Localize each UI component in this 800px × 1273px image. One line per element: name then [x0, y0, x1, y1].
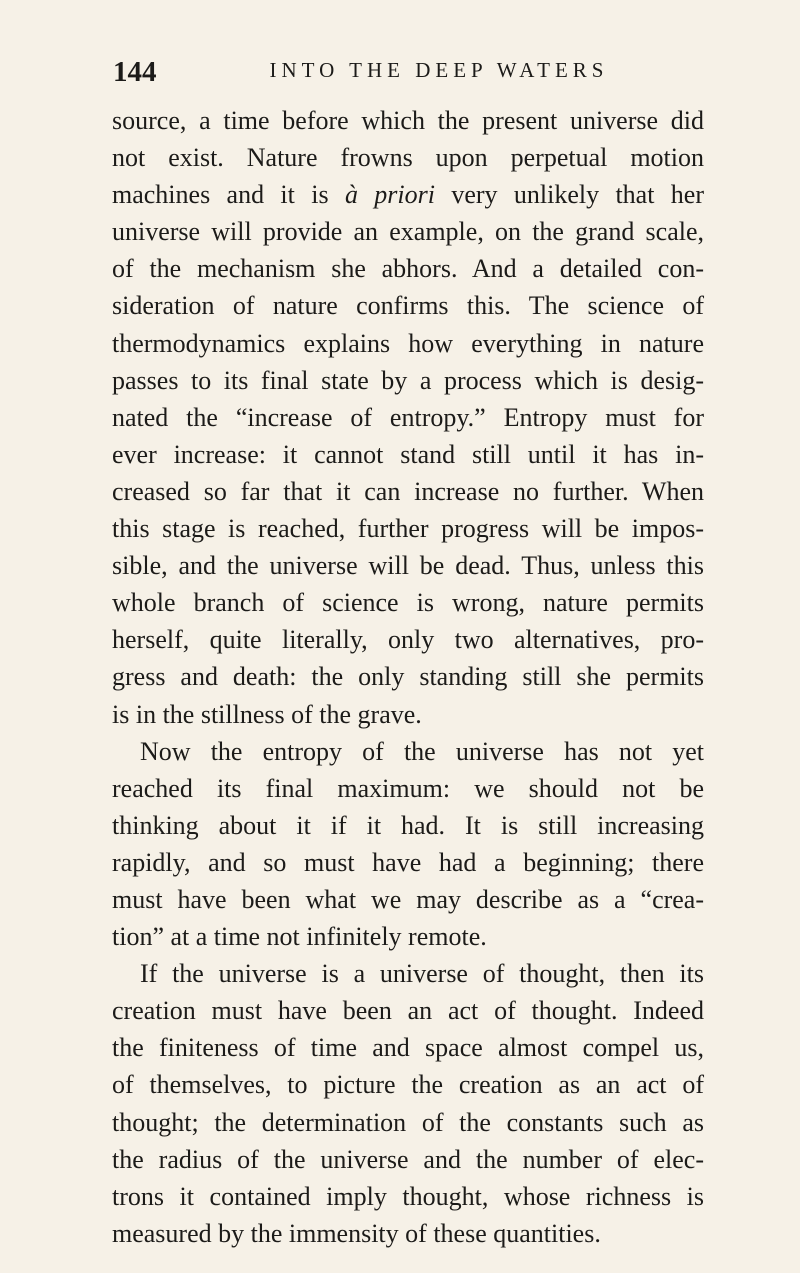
paragraph-end-line: is in the stillness of the grave. [112, 699, 422, 729]
text-line: thought; the determination of the constants such as [112, 1107, 704, 1137]
body-text [112, 102, 704, 1252]
text-line: herself, quite literally, only two alternatives, pro- [112, 625, 704, 655]
paragraph-end-line: tion” at a time not infinitely remote. [112, 922, 487, 952]
text-line: source, a time before which the present universe did [112, 106, 704, 135]
text-line: reached its final maximum: we should not be [112, 773, 704, 803]
page-number: 144 [113, 56, 157, 88]
text-line: whole branch of science is wrong, nature permits [112, 588, 704, 618]
text-line: trons it contained imply thought, whose richness is [112, 1181, 704, 1211]
text-line: gress and death: the only standing still she permits [112, 662, 704, 692]
text-line: the finiteness of time and space almost compel us, [112, 1033, 704, 1063]
text-segment: very unlikely that her [434, 180, 704, 210]
text-line: universe will provide an example, on the grand scale, [112, 217, 704, 247]
text-line: creation must have been an act of thought. Indeed [112, 996, 704, 1026]
text-line: not exist. Nature frowns upon perpetual motion [112, 143, 704, 173]
text-line: passes to its final state by a process which is desig- [112, 365, 704, 395]
running-title: INTO THE DEEP WATERS [269, 58, 609, 82]
text-line: this stage is reached, further progress will be impos- [112, 514, 704, 544]
text-line: rapidly, and so must have had a beginning; there [112, 847, 704, 877]
text-line: of the mechanism she abhors. And a detailed con- [112, 254, 704, 284]
text-line: nated the “increase of entropy.” Entropy must for [112, 402, 704, 432]
text-line: sible, and the universe will be dead. Thus, unless this [112, 551, 704, 581]
text-line: thermodynamics explains how everything in nature [112, 328, 704, 358]
text-line: creased so far that it can increase no further. When [112, 476, 704, 506]
text-line: must have been what we may describe as a “crea- [112, 884, 704, 914]
text-line: the radius of the universe and the number of elec- [112, 1144, 704, 1174]
text-line: of themselves, to picture the creation as an act of [112, 1070, 704, 1100]
paragraph-start-line: Now the entropy of the universe has not yet [140, 736, 704, 766]
paragraph-end-line: measured by the immensity of these quantities. [112, 1218, 601, 1248]
italic-phrase: à priori [344, 180, 435, 210]
running-head [113, 56, 723, 96]
paragraph-start-line: If the universe is a universe of thought, then its [140, 959, 704, 989]
text-segment: machines and it is [112, 180, 345, 210]
text-line: thinking about it if it had. It is still increasing [112, 810, 704, 840]
text-line: sideration of nature confirms this. The science of [112, 291, 704, 321]
text-line-with-italic [112, 176, 704, 213]
text-line: ever increase: it cannot stand still until it has in- [112, 439, 704, 469]
